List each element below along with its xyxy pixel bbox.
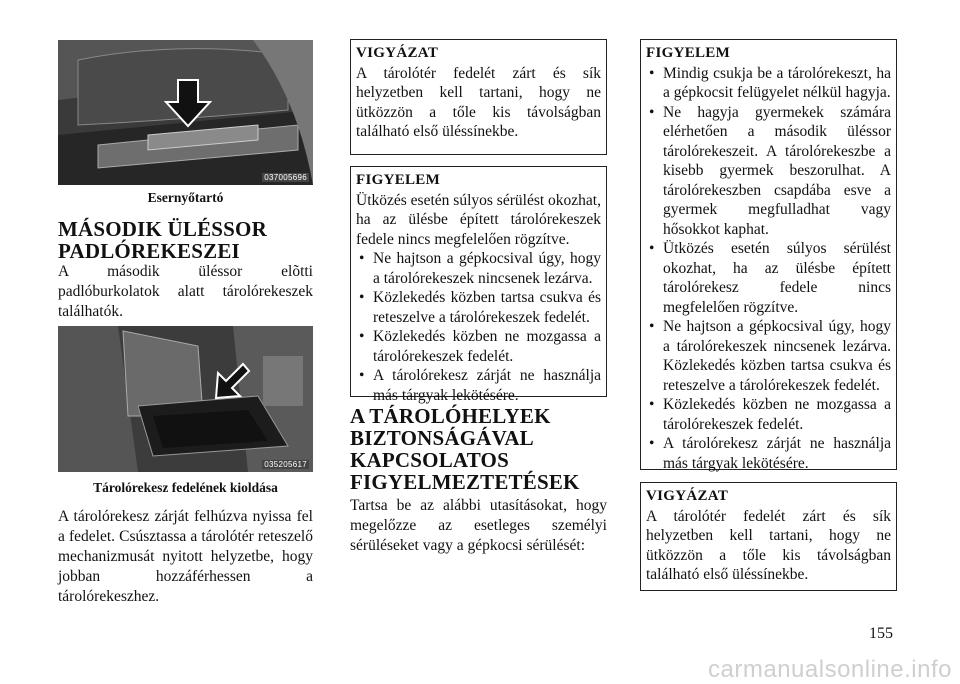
notice-box-2 bbox=[640, 39, 897, 470]
bullet-item: • Ne hajtson a gépkocsival úgy, hogy a tárolórekeszek nincsenek lezárva. bbox=[356, 249, 601, 288]
warning-box-2 bbox=[640, 482, 897, 591]
notice-text: Ütközés esetén súlyos sérülést okozhat, ha az ülésbe épített tárolórekeszek fedele nincs megfelelően rögzítve. bbox=[356, 191, 601, 248]
bullet-item: • Ne hagyja gyermekek számára elérhetően a második üléssor tárolórekeszeit. A tárolórekeszbe a kisebb gyermek beszorulhat. A tárolórekeszben csapdába esve a gyermek megfulladhat vagy hősokkot kaphat. bbox=[646, 103, 891, 240]
warning-title: VIGYÁZAT bbox=[646, 488, 729, 504]
second-row-heading: MÁSODIK ÜLÉSSOR PADLÓREKESZEI bbox=[58, 217, 267, 263]
bullet-item: • Közlekedés közben tartsa csukva és reteszelve a tárolórekeszek fedelét. bbox=[356, 288, 601, 327]
bullet-item: • Mindig csukja be a tárolórekeszt, ha a gépkocsit felügyelet nélkül hagyja. bbox=[646, 64, 891, 103]
storage-safety-intro: Tartsa be az alábbi utasításokat, hogy megelőzze az esetleges személyi sérüléseket vagy a gépkocsi sérülését: bbox=[350, 497, 607, 554]
notice-bullet-list bbox=[356, 249, 601, 405]
figure-code: 037005696 bbox=[264, 173, 307, 182]
storage-lid-instructions: A tárolórekesz zárját felhúzva nyissa fel a fedelet. Csúsztassa a tárolótér reteszelő mechanizmusát nyitott helyzetbe, hogy jobban hozzáférhessen a tárolórekeszhez. bbox=[58, 508, 313, 605]
bullet-item: • Ütközés esetén súlyos sérülést okozhat, ha az ülésbe épített tárolórekesz fedele nincs megfelelően rögzítve. bbox=[646, 239, 891, 317]
warning-text: A tárolótér fedelét zárt és sík helyzetben kell tartani, hogy ne ütközzön a tőle kis távolságban található első üléssínekbe. bbox=[646, 507, 891, 583]
second-row-intro: A második üléssor elõtti padlóburkolatok alatt tárolórekeszek találhatók. bbox=[58, 263, 313, 320]
umbrella-holder-figure bbox=[58, 40, 313, 185]
umbrella-holder-illustration bbox=[58, 40, 313, 185]
notice-title: FIGYELEM bbox=[356, 172, 441, 188]
warning-title: VIGYÁZAT bbox=[356, 45, 439, 61]
warning-box-1 bbox=[350, 39, 607, 155]
warning-text: A tárolótér fedelét zárt és sík helyzetben kell tartani, hogy ne ütközzön a tőle kis távolságban található első üléssínekbe. bbox=[356, 64, 601, 140]
bullet-item: • A tárolórekesz zárját ne használja más tárgyak lekötésére. bbox=[646, 434, 891, 473]
bullet-item: • A tárolórekesz zárját ne használja más tárgyak lekötésére. bbox=[356, 366, 601, 405]
storage-lid-illustration bbox=[58, 326, 313, 472]
footer-watermark: carmanualsonline.info bbox=[708, 656, 952, 683]
notice-title: FIGYELEM bbox=[646, 45, 731, 61]
bullet-item: • Ne hajtson a gépkocsival úgy, hogy a tárolórekeszek nincsenek lezárva. Közlekedés közben tartsa csukva és reteszelve a tárolórekeszek fedelét. bbox=[646, 317, 891, 395]
page-number: 155 bbox=[869, 625, 893, 642]
figure-code: 035205617 bbox=[264, 460, 307, 469]
storage-lid-figure bbox=[58, 326, 313, 472]
notice-bullet-list bbox=[646, 64, 891, 474]
bullet-item: • Közlekedés közben ne mozgassa a tárolórekeszek fedelét. bbox=[356, 327, 601, 366]
storage-safety-heading: A TÁROLÓHELYEK BIZTONSÁGÁVAL KAPCSOLATOS FIGYELMEZTETÉSEK bbox=[350, 404, 580, 494]
notice-box-1 bbox=[350, 166, 607, 404]
umbrella-holder-caption: Esernyőtartó bbox=[147, 190, 224, 205]
bullet-item: • Közlekedés közben ne mozgassa a tárolórekeszek fedelét. bbox=[646, 395, 891, 434]
storage-lid-caption: Tárolórekesz fedelének kioldása bbox=[93, 480, 278, 495]
